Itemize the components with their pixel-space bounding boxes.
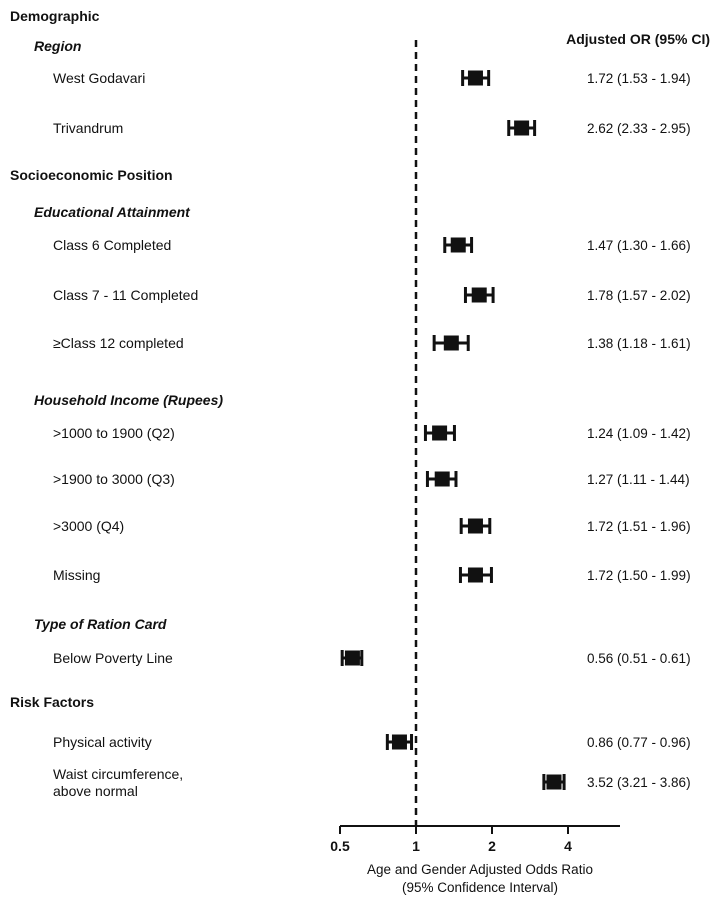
x-tick-label-4: 4 xyxy=(564,838,572,854)
ci-mark-1000-to-1900-q2 xyxy=(425,425,454,441)
or-value-3000-q4: 1.72 (1.51 - 1.96) xyxy=(587,519,691,534)
x-tick-label-0-5: 0.5 xyxy=(330,838,350,854)
ci-mark-waist-circumference-above-normal xyxy=(544,774,564,790)
or-value-physical-activity: 0.86 (0.77 - 0.96) xyxy=(587,735,691,750)
or-point xyxy=(472,288,487,303)
row-label-3000-q4: >3000 (Q4) xyxy=(53,518,125,534)
row-label-class-12-completed: ≥Class 12 completed xyxy=(53,335,184,351)
or-point xyxy=(435,472,450,487)
or-point xyxy=(432,426,447,441)
or-value-class-6-completed: 1.47 (1.30 - 1.66) xyxy=(587,238,691,253)
section-heading-risk-factors: Risk Factors xyxy=(10,694,95,710)
column-header-adjusted-or: Adjusted OR (95% CI) xyxy=(566,31,710,47)
or-point xyxy=(468,568,483,583)
or-value-waist-circumference-above-normal: 3.52 (3.21 - 3.86) xyxy=(587,775,691,790)
row-label-class-7-11-completed: Class 7 - 11 Completed xyxy=(53,287,199,303)
ci-mark-missing xyxy=(460,567,491,583)
or-point xyxy=(468,519,483,534)
or-value-below-poverty-line: 0.56 (0.51 - 0.61) xyxy=(587,651,691,666)
row-label-below-poverty-line: Below Poverty Line xyxy=(53,650,173,666)
row-label-class-6-completed: Class 6 Completed xyxy=(53,237,172,253)
or-point xyxy=(444,336,459,351)
row-label-west-godavari: West Godavari xyxy=(53,70,146,86)
row-label-1900-to-3000-q3: >1900 to 3000 (Q3) xyxy=(53,471,175,487)
ci-mark-physical-activity xyxy=(387,734,411,750)
or-value-1900-to-3000-q3: 1.27 (1.11 - 1.44) xyxy=(587,472,690,487)
or-point xyxy=(468,71,483,86)
row-label-physical-activity: Physical activity xyxy=(53,734,152,750)
x-axis-subtitle: (95% Confidence Interval) xyxy=(401,880,559,895)
row-label-trivandrum: Trivandrum xyxy=(53,120,124,136)
row-label-1000-to-1900-q2: >1000 to 1900 (Q2) xyxy=(53,425,175,441)
or-value-1000-to-1900-q2: 1.24 (1.09 - 1.42) xyxy=(587,426,691,441)
subsection-heading-type-of-ration-card: Type of Ration Card xyxy=(34,616,167,632)
ci-mark-trivandrum xyxy=(509,120,535,136)
or-value-west-godavari: 1.72 (1.53 - 1.94) xyxy=(587,71,691,86)
or-point xyxy=(345,651,360,666)
ci-mark-west-godavari xyxy=(463,70,489,86)
or-point xyxy=(514,121,529,136)
or-value-trivandrum: 2.62 (2.33 - 2.95) xyxy=(587,121,691,136)
subsection-heading-region: Region xyxy=(34,38,82,54)
or-point xyxy=(392,735,407,750)
x-tick-label-2: 2 xyxy=(488,838,496,854)
or-value-missing: 1.72 (1.50 - 1.99) xyxy=(587,568,691,583)
or-value-class-7-11-completed: 1.78 (1.57 - 2.02) xyxy=(587,288,691,303)
row-label-missing: Missing xyxy=(53,567,101,583)
or-value-class-12-completed: 1.38 (1.18 - 1.61) xyxy=(587,336,691,351)
section-heading-socioeconomic-position: Socioeconomic Position xyxy=(10,167,173,183)
ci-mark-class-7-11-completed xyxy=(465,287,493,303)
row-label-line2-waist-circumference-above-normal: above normal xyxy=(53,783,138,799)
ci-mark-class-6-completed xyxy=(445,237,472,253)
subsection-heading-educational-attainment: Educational Attainment xyxy=(34,204,190,220)
row-label-waist-circumference-above-normal: Waist circumference, xyxy=(53,766,184,782)
ci-mark-below-poverty-line xyxy=(342,650,362,666)
or-point xyxy=(546,775,561,790)
subsection-heading-household-income-rupees: Household Income (Rupees) xyxy=(34,392,224,408)
ci-mark-1900-to-3000-q3 xyxy=(427,471,456,487)
ci-mark-class-12-completed xyxy=(434,335,468,351)
x-tick-label-1: 1 xyxy=(412,838,420,854)
x-axis-title: Age and Gender Adjusted Odds Ratio xyxy=(367,862,593,877)
ci-mark-3000-q4 xyxy=(461,518,490,534)
or-point xyxy=(451,238,466,253)
section-heading-demographic: Demographic xyxy=(10,8,100,24)
